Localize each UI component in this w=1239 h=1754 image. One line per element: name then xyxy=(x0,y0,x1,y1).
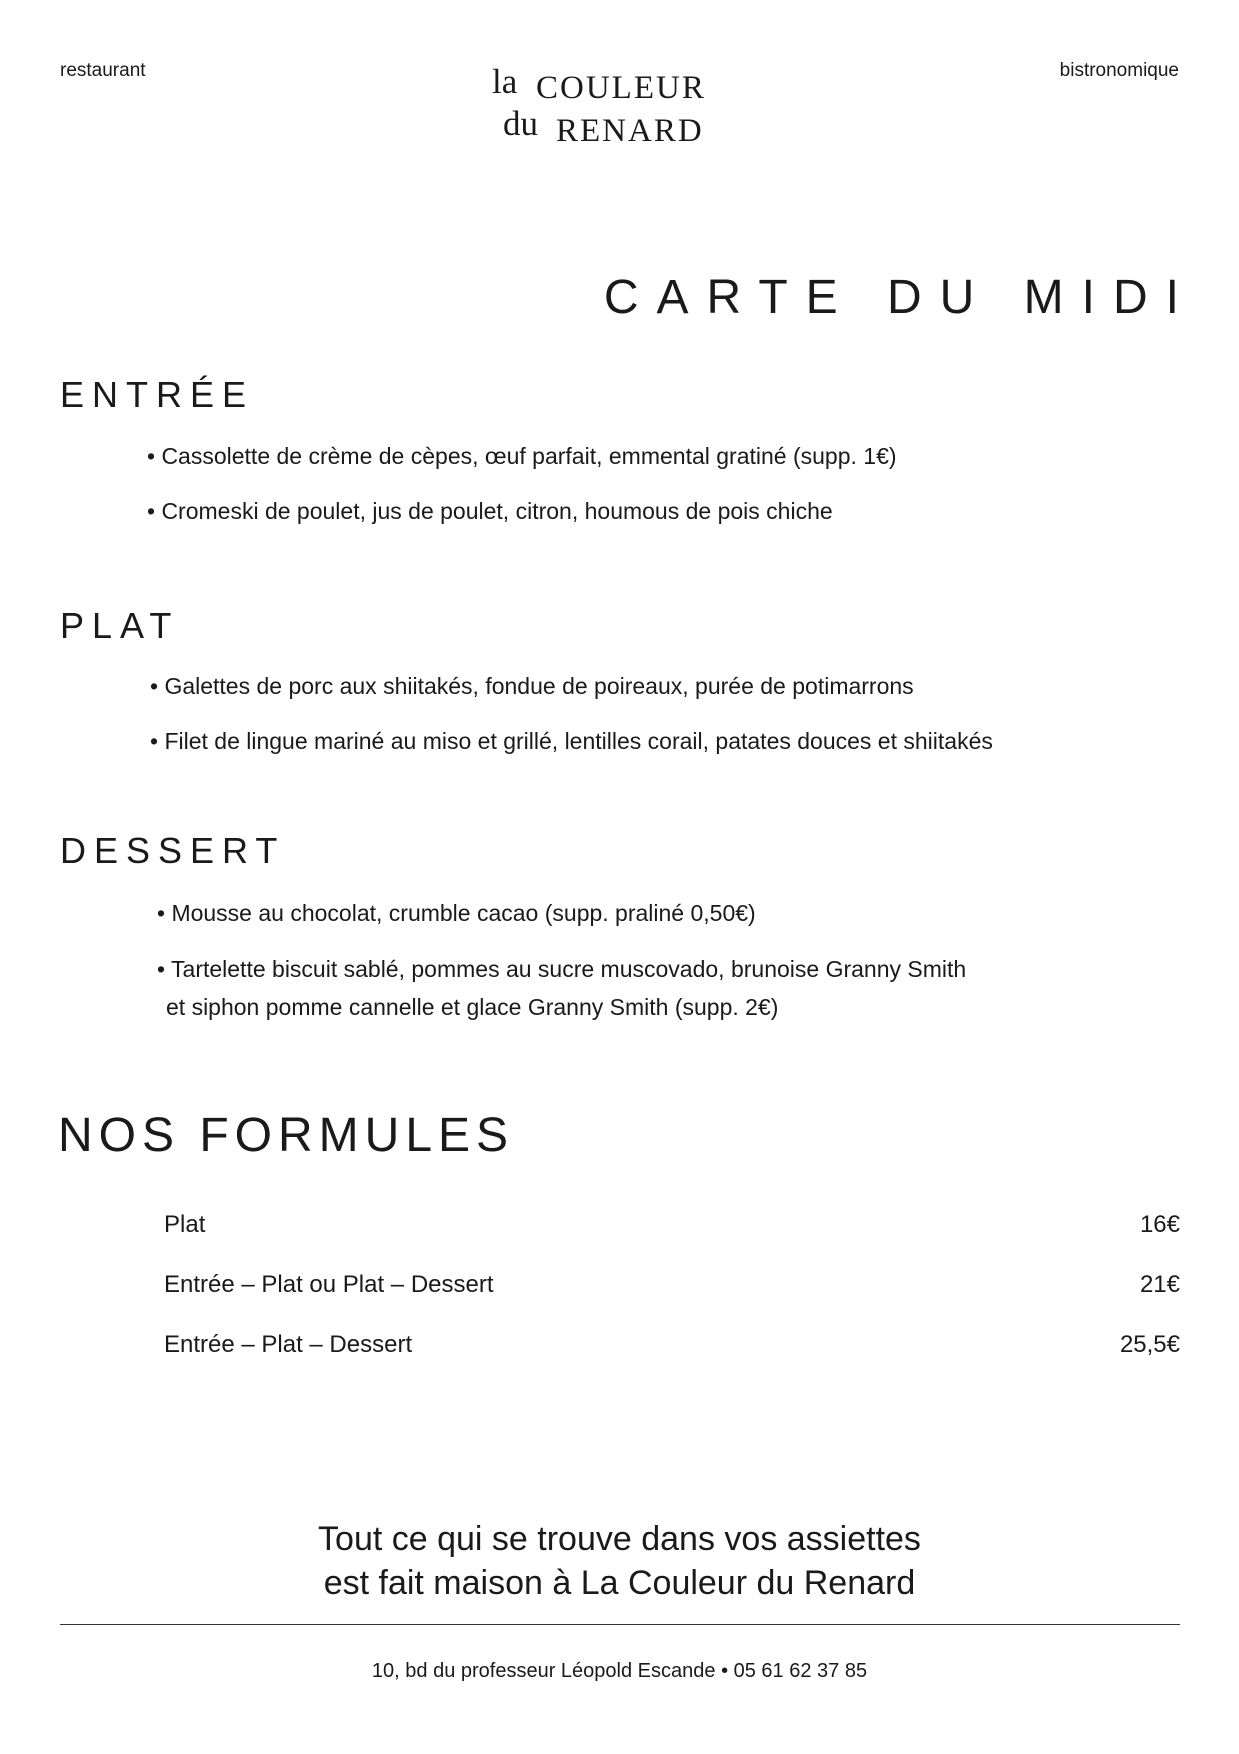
logo-renard: RENARD xyxy=(556,113,704,149)
tagline-line1: Tout ce qui se trouve dans vos assiettes xyxy=(318,1520,921,1558)
formule-row xyxy=(164,1211,1180,1239)
formule-row xyxy=(164,1331,1180,1359)
header-right-label: bistronomique xyxy=(1059,60,1179,81)
restaurant-logo xyxy=(490,62,750,152)
tagline-line2: est fait maison à La Couleur du Renard xyxy=(323,1564,916,1602)
logo-couleur: COULEUR xyxy=(536,70,706,106)
tagline xyxy=(0,1517,1239,1605)
menu-item-continuation: et siphon pomme cannelle et glace Granny Smith (supp. 2€) xyxy=(166,994,779,1020)
menu-item: • Cromeski de poulet, jus de poulet, citron, houmous de pois chiche xyxy=(147,498,833,524)
formule-price: 21€ xyxy=(1139,1271,1180,1298)
section-title-entree: ENTRÉE xyxy=(60,374,255,415)
menu-item: • Tartelette biscuit sablé, pommes au sucre muscovado, brunoise Granny Smith xyxy=(157,956,967,982)
logo-la: la xyxy=(492,62,518,101)
formule-label: Entrée – Plat ou Plat – Dessert xyxy=(164,1271,494,1298)
menu-item: • Mousse au chocolat, crumble cacao (supp. praliné 0,50€) xyxy=(157,900,756,926)
menu-item: • Cassolette de crème de cèpes, œuf parfait, emmental gratiné (supp. 1€) xyxy=(147,443,897,469)
page-title: CARTE DU MIDI xyxy=(603,271,1197,324)
menu-item: • Galettes de porc aux shiitakés, fondue de poireaux, purée de potimarrons xyxy=(150,673,914,699)
formule-price: 16€ xyxy=(1139,1211,1180,1238)
logo-du: du xyxy=(503,104,538,143)
formule-label: Plat xyxy=(164,1211,206,1238)
header-left-label: restaurant xyxy=(60,60,146,81)
formule-label: Entrée – Plat – Dessert xyxy=(164,1331,413,1358)
formule-price: 25,5€ xyxy=(1119,1331,1180,1358)
footer-divider xyxy=(60,1624,1180,1625)
formule-row xyxy=(164,1271,1180,1299)
section-title-plat: PLAT xyxy=(60,605,180,646)
section-title-dessert: DESSERT xyxy=(60,830,286,871)
formules-title: NOS FORMULES xyxy=(58,1109,515,1162)
menu-item: • Filet de lingue mariné au miso et grillé, lentilles corail, patates douces et shiitakés xyxy=(150,728,993,754)
footer-address: 10, bd du professeur Léopold Escande • 05 61 62 37 85 xyxy=(371,1660,868,1682)
